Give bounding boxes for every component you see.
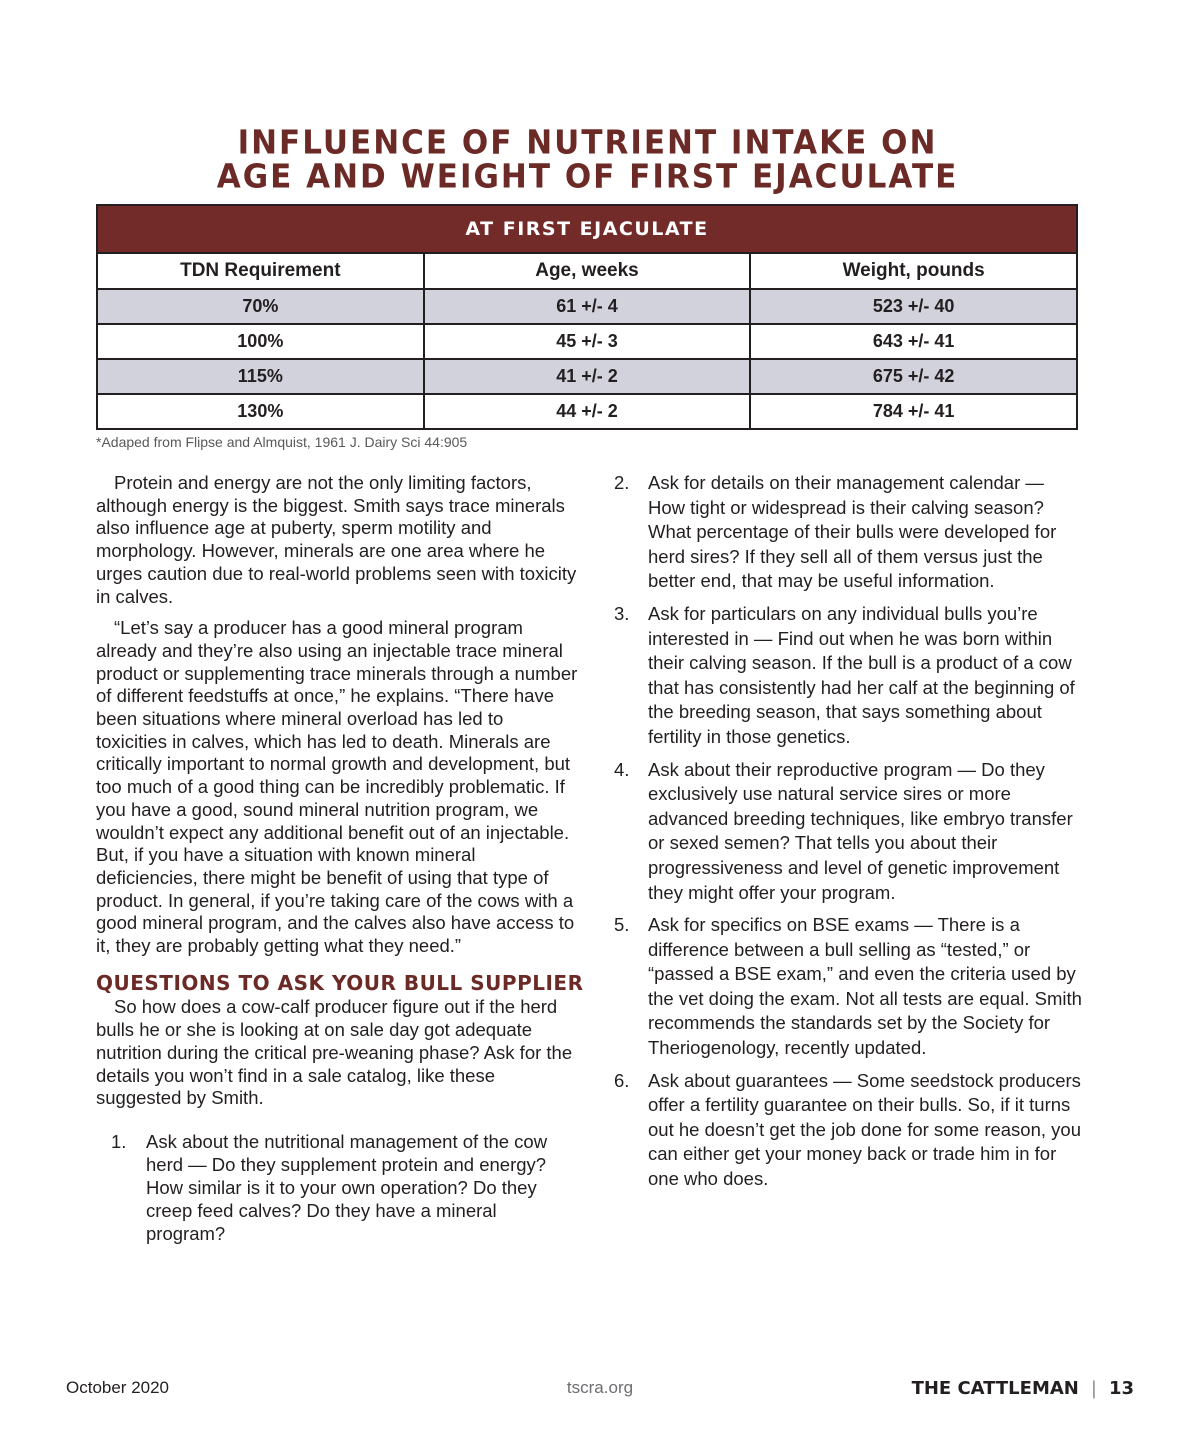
table-cell: 784 +/- 41 bbox=[750, 394, 1077, 429]
list-item bbox=[612, 758, 1082, 906]
list-text: Ask about guarantees — Some seedstock producers offer a fertility guarantee on their bulls. So, if it turns out he doesn’t get the job done for some reason, you can either get your money back or trade him in for one who does. bbox=[648, 1069, 1081, 1190]
right-column bbox=[612, 471, 1082, 1200]
section-heading: QUESTIONS TO ASK YOUR BULL SUPPLIER bbox=[96, 970, 584, 995]
list-text: Ask for details on their management calendar — How tight or widespread is their calving season? What percentage of their bulls were developed for herd sires? If they sell all of them versus just the better end, that may be useful information. bbox=[648, 472, 1057, 592]
table-row bbox=[97, 289, 1077, 324]
list-number: 6. bbox=[614, 1069, 630, 1091]
column-header-weight: Weight, pounds bbox=[750, 253, 1077, 289]
list-number: 3. bbox=[614, 602, 630, 624]
page-number: 13 bbox=[1108, 1378, 1134, 1399]
left-column bbox=[96, 472, 584, 1245]
table-cell: 523 +/- 40 bbox=[750, 289, 1077, 324]
footer-website: tscra.org bbox=[566, 1378, 634, 1397]
table-cell: 61 +/- 4 bbox=[424, 289, 751, 324]
table-cell: 70% bbox=[97, 289, 424, 324]
body-paragraph: Protein and energy are not the only limiting factors, although energy is the biggest. Smith says trace minerals also influence age at puberty, sperm motility and morphology. However, minerals are one area where he urges caution due to real-world problems seen with toxicity in calves. bbox=[96, 472, 577, 607]
column-header-tdn: TDN Requirement bbox=[97, 253, 424, 289]
list-text: Ask for specifics on BSE exams — There is a difference between a bull selling as “tested,” or “passed a BSE exam,” and even the criteria used by the vet doing the exam. Not all tests are equal. Smith recommends the standards set by the Society for Theriogenology, recently updated. bbox=[648, 914, 1082, 1059]
list-text: Ask for particulars on any individual bulls you’re interested in — Find out when he was born within their calving season. If the bull is a product of a cow that has consistently had her calf at the beginning of the breeding season, that says something about fertility in those genetics. bbox=[648, 602, 1075, 747]
data-table bbox=[96, 204, 1078, 430]
list-item bbox=[96, 1130, 578, 1245]
table-cell: 130% bbox=[97, 394, 424, 429]
table-row bbox=[97, 394, 1077, 429]
table-cell: 45 +/- 3 bbox=[424, 324, 751, 359]
list-text: Ask about their reproductive program — Do they exclusively use natural service sires or more advanced breeding techniques, like embryo transfer or sexed semen? That tells you about their progressiveness and level of genetic improvement they might offer your program. bbox=[648, 758, 1073, 903]
body-paragraph: So how does a cow-calf producer figure out if the herd bulls he or she is looking at on sale day got adequate nutrition during the critical pre-weaning phase? Ask for the details you won’t find in a sale catalog, like these suggested by Smith. bbox=[96, 996, 573, 1109]
list-item bbox=[612, 913, 1082, 1061]
list-text: Ask about the nutritional management of the cow herd — Do they supplement protein and energy? How similar is it to your own operation? Do they creep feed calves? Do they have a mineral program? bbox=[146, 1130, 548, 1244]
table-row bbox=[97, 359, 1077, 394]
list-number: 5. bbox=[614, 914, 630, 936]
list-item bbox=[612, 471, 1082, 594]
footer-publication bbox=[912, 1378, 1134, 1399]
table-source-note: *Adaped from Flipse and Almquist, 1961 J. Dairy Sci 44:905 bbox=[96, 434, 468, 450]
table-cell: 41 +/- 2 bbox=[424, 359, 751, 394]
list-number: 4. bbox=[614, 758, 630, 780]
page-title bbox=[0, 124, 1175, 196]
title-line-1: INFLUENCE OF NUTRIENT INTAKE ON bbox=[237, 124, 938, 163]
column-header-age: Age, weeks bbox=[424, 253, 751, 289]
table-cell: 44 +/- 2 bbox=[424, 394, 751, 429]
footer-date: October 2020 bbox=[66, 1378, 170, 1397]
table-row bbox=[97, 324, 1077, 359]
title-line-2: AGE AND WEIGHT OF FIRST EJACULATE bbox=[216, 157, 959, 196]
list-item bbox=[612, 1069, 1082, 1192]
table-cell: 115% bbox=[97, 359, 424, 394]
list-number: 2. bbox=[614, 472, 630, 493]
table-cell: 100% bbox=[97, 324, 424, 359]
table-cell: 675 +/- 42 bbox=[750, 359, 1077, 394]
magazine-name: THE CATTLEMAN bbox=[911, 1378, 1079, 1399]
list-number: 1. bbox=[111, 1130, 127, 1152]
body-paragraph: “Let’s say a producer has a good mineral program already and they’re also using an injectable trace mineral product or supplementing trace minerals through a number of different feedstuffs at once,” he explains. “There have been situations where mineral overload has led to toxicities in calves, which has led to death. Minerals are critically important to normal growth and development, but too much of a good thing can be incredibly problematic. If you have a good, sound mineral nutrition program, we wouldn’t expect any additional benefit out of an injectable. But, if you have a situation with known mineral deficiencies, there might be benefit of using that type of product. In general, if you’re taking care of the cows with a good mineral program, and the calves also have access to it, they are probably getting what they need.” bbox=[96, 617, 578, 957]
footer-divider: | bbox=[1090, 1378, 1097, 1399]
list-item bbox=[612, 602, 1082, 750]
table-cell: 643 +/- 41 bbox=[750, 324, 1077, 359]
table-group-header: AT FIRST EJACULATE bbox=[97, 205, 1077, 253]
